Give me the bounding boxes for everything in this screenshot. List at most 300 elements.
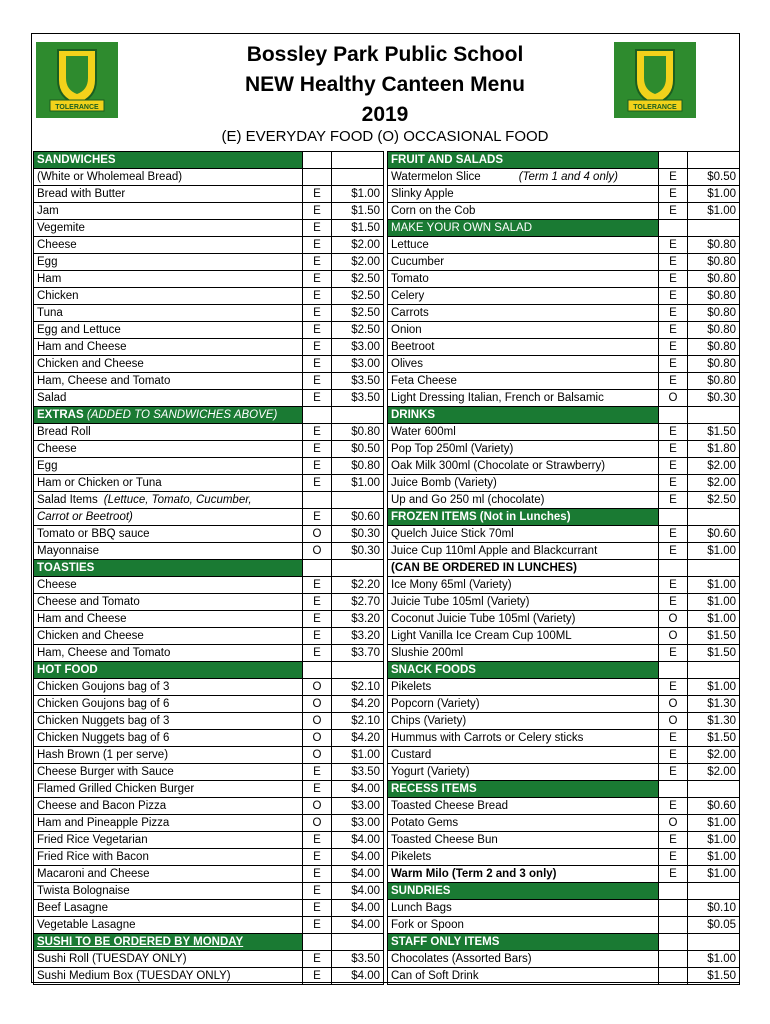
item-name — [388, 611, 659, 628]
item-name-text: Egg — [37, 460, 58, 472]
item-price: $0.80 — [332, 458, 384, 475]
menu-item-row — [34, 577, 384, 594]
item-price: $3.70 — [332, 645, 384, 662]
menu-item-row — [34, 645, 384, 662]
item-name — [34, 305, 303, 322]
blank-cell — [688, 220, 740, 237]
blank-cell — [332, 662, 384, 679]
item-name — [34, 730, 303, 747]
food-code — [659, 560, 688, 577]
food-code: E — [303, 220, 332, 237]
item-name-text: Quelch Juice Stick 70ml — [391, 528, 514, 540]
item-name — [34, 458, 303, 475]
item-name-text: Fried Rice with Bacon — [37, 851, 149, 863]
food-code: E — [659, 356, 688, 373]
food-code: E — [659, 288, 688, 305]
menu-item-row — [388, 917, 740, 934]
item-name-text: Onion — [391, 324, 422, 336]
blank-cell — [303, 152, 332, 169]
item-price: $4.00 — [332, 849, 384, 866]
right-menu-table — [387, 151, 740, 985]
item-name — [34, 917, 303, 934]
blank-cell — [659, 407, 688, 424]
item-price: $0.80 — [688, 373, 740, 390]
item-name-text: Twista Bolognaise — [37, 885, 130, 897]
item-name — [34, 203, 303, 220]
food-code: E — [303, 441, 332, 458]
section-header — [388, 509, 740, 526]
item-name-text: Salad — [37, 392, 67, 404]
item-price: $1.00 — [688, 951, 740, 968]
item-price: $1.00 — [688, 849, 740, 866]
menu-item-row — [34, 390, 384, 407]
menu-item-row — [388, 543, 740, 560]
item-name-text: Chicken Goujons bag of 6 — [37, 698, 170, 710]
blank-cell — [303, 560, 332, 577]
menu-item-row — [388, 475, 740, 492]
item-name-text: Chocolates (Assorted Bars) — [391, 953, 532, 965]
item-name — [388, 917, 659, 934]
menu-item-row — [34, 254, 384, 271]
item-price: $2.00 — [688, 747, 740, 764]
section-header — [388, 407, 740, 424]
item-price: $4.00 — [332, 781, 384, 798]
item-name — [388, 560, 659, 577]
food-code — [659, 900, 688, 917]
section-title — [34, 662, 303, 679]
menu-item-row — [34, 322, 384, 339]
section-title-text: RECESS ITEMS — [391, 783, 477, 795]
menu-item-row — [34, 424, 384, 441]
food-code: O — [303, 713, 332, 730]
item-name — [388, 594, 659, 611]
food-code: E — [659, 849, 688, 866]
item-name-text: Mayonnaise — [37, 545, 100, 557]
item-price — [688, 560, 740, 577]
section-title-text: SUNDRIES — [391, 885, 451, 897]
section-header — [34, 152, 384, 169]
menu-item-row — [34, 543, 384, 560]
item-name — [34, 441, 303, 458]
blank-cell — [688, 509, 740, 526]
menu-item-row — [388, 390, 740, 407]
item-name-text: Pop Top 250ml (Variety) — [391, 443, 514, 455]
blank-cell — [688, 934, 740, 951]
menu-item-row — [388, 645, 740, 662]
item-name-text: Pikelets — [391, 681, 432, 693]
item-name — [34, 713, 303, 730]
item-name — [34, 509, 303, 526]
food-code: E — [659, 441, 688, 458]
item-name — [34, 271, 303, 288]
menu-title: NEW Healthy Canteen Menu — [244, 73, 526, 96]
item-price: $4.00 — [332, 968, 384, 985]
item-name — [34, 628, 303, 645]
blank-cell — [659, 883, 688, 900]
section-title-text: SUSHI TO BE ORDERED BY MONDAY — [37, 936, 244, 948]
blank-cell — [688, 152, 740, 169]
food-code: E — [303, 594, 332, 611]
item-price: $3.20 — [332, 611, 384, 628]
blank-cell — [659, 220, 688, 237]
menu-item-row — [34, 373, 384, 390]
item-name — [34, 186, 303, 203]
menu-item-row — [34, 203, 384, 220]
item-price: $3.50 — [332, 390, 384, 407]
item-price: $0.30 — [332, 543, 384, 560]
food-code: E — [659, 798, 688, 815]
item-price: $2.10 — [332, 679, 384, 696]
food-code: E — [303, 866, 332, 883]
item-name — [388, 951, 659, 968]
section-title — [388, 509, 659, 526]
menu-item-row — [34, 883, 384, 900]
menu-item-row — [388, 696, 740, 713]
food-code: E — [659, 866, 688, 883]
item-price: $0.60 — [688, 526, 740, 543]
food-code: O — [303, 815, 332, 832]
section-title — [388, 662, 659, 679]
menu-item-row — [388, 611, 740, 628]
food-code: O — [303, 730, 332, 747]
food-code: E — [303, 509, 332, 526]
item-price: $0.80 — [688, 339, 740, 356]
food-code: E — [303, 458, 332, 475]
item-name-text: Vegemite — [37, 222, 85, 234]
section-header — [388, 220, 740, 237]
menu-item-row — [388, 169, 740, 186]
food-code: E — [303, 390, 332, 407]
item-name — [34, 645, 303, 662]
item-price: $2.00 — [332, 254, 384, 271]
food-code: O — [659, 815, 688, 832]
food-code — [659, 917, 688, 934]
food-code: E — [659, 475, 688, 492]
food-code: E — [659, 237, 688, 254]
item-name — [34, 747, 303, 764]
menu-item-row — [34, 866, 384, 883]
item-name-text: Water 600ml — [391, 426, 456, 438]
food-code: E — [303, 237, 332, 254]
food-code: O — [659, 713, 688, 730]
food-code: E — [303, 645, 332, 662]
menu-item-row — [388, 849, 740, 866]
item-name — [388, 339, 659, 356]
item-price: $1.50 — [688, 424, 740, 441]
item-name-text: Beetroot — [391, 341, 435, 353]
item-price: $1.00 — [688, 866, 740, 883]
food-code: E — [659, 254, 688, 271]
blank-cell — [303, 407, 332, 424]
item-name-text: Carrots — [391, 307, 429, 319]
food-code: E — [303, 628, 332, 645]
item-name-text: Chicken and Cheese — [37, 358, 144, 370]
menu-item-row — [388, 815, 740, 832]
item-name-text: Feta Cheese — [391, 375, 457, 387]
item-name-text: Custard — [391, 749, 432, 761]
item-price: $1.80 — [688, 441, 740, 458]
food-code: E — [303, 356, 332, 373]
item-price: $3.20 — [332, 628, 384, 645]
food-code: E — [659, 492, 688, 509]
item-name-text: Olives — [391, 358, 423, 370]
item-name — [388, 254, 659, 271]
menu-item-row — [388, 424, 740, 441]
item-name-text: (White or Wholemeal Bread) — [37, 171, 183, 183]
section-title-text: FRUIT AND SALADS — [391, 154, 504, 166]
menu-item-row — [34, 475, 384, 492]
item-price: $4.00 — [332, 866, 384, 883]
item-name-text: Egg — [37, 256, 58, 268]
food-code: O — [659, 390, 688, 407]
item-name-text: Warm Milo (Term 2 and 3 only) — [391, 868, 557, 880]
menu-item-row — [388, 577, 740, 594]
item-name — [388, 815, 659, 832]
item-name — [34, 339, 303, 356]
item-price: $0.10 — [688, 900, 740, 917]
menu-item-row — [388, 968, 740, 985]
food-code: E — [303, 186, 332, 203]
item-name-text: Chicken Nuggets bag of 6 — [37, 732, 170, 744]
item-name-text: Cheese — [37, 239, 77, 251]
food-code — [303, 492, 332, 509]
menu-item-row — [388, 237, 740, 254]
item-name-text: Fork or Spoon — [391, 919, 464, 931]
item-price — [332, 169, 384, 186]
item-name-text: Tuna — [37, 307, 63, 319]
title-block — [180, 40, 590, 130]
section-title — [388, 220, 659, 237]
item-price: $1.50 — [332, 220, 384, 237]
item-name — [34, 798, 303, 815]
section-title — [388, 781, 659, 798]
menu-item-row — [388, 186, 740, 203]
item-name-text: Juice Cup 110ml Apple and Blackcurrant — [391, 545, 598, 557]
item-name-text: Chicken Goujons bag of 3 — [37, 681, 170, 693]
food-code: E — [303, 254, 332, 271]
item-price: $4.00 — [332, 900, 384, 917]
item-price: $1.00 — [688, 679, 740, 696]
item-price — [332, 492, 384, 509]
item-price: $2.20 — [332, 577, 384, 594]
menu-item-row — [34, 679, 384, 696]
food-code: E — [659, 645, 688, 662]
section-header — [34, 560, 384, 577]
item-name-text: Macaroni and Cheese — [37, 868, 150, 880]
item-name-text: Ham and Pineapple Pizza — [37, 817, 170, 829]
menu-item-row — [388, 560, 740, 577]
menu-item-row — [34, 237, 384, 254]
svg-text:TOLERANCE: TOLERANCE — [55, 104, 99, 111]
food-code: E — [303, 288, 332, 305]
item-price: $1.00 — [688, 594, 740, 611]
food-code: O — [659, 611, 688, 628]
item-price: $1.30 — [688, 696, 740, 713]
item-name — [388, 373, 659, 390]
item-price: $1.30 — [688, 713, 740, 730]
food-code: E — [659, 679, 688, 696]
item-name — [34, 577, 303, 594]
item-name-text: Ham, Cheese and Tomato — [37, 647, 171, 659]
section-title — [388, 934, 659, 951]
section-title — [34, 152, 303, 169]
menu-item-row — [34, 764, 384, 781]
item-name-text: Toasted Cheese Bun — [391, 834, 498, 846]
svg-text:TOLERANCE: TOLERANCE — [633, 104, 677, 111]
menu-item-row — [388, 730, 740, 747]
school-name: Bossley Park Public School — [246, 43, 524, 66]
blank-cell — [332, 934, 384, 951]
item-name — [34, 594, 303, 611]
item-price: $3.00 — [332, 356, 384, 373]
food-code: E — [303, 577, 332, 594]
menu-item-row — [34, 305, 384, 322]
item-price: $2.00 — [688, 458, 740, 475]
item-name-text: Ham and Cheese — [37, 613, 127, 625]
item-name — [388, 356, 659, 373]
item-name-text: Sushi Roll (TUESDAY ONLY) — [37, 953, 187, 965]
food-legend: (E) EVERYDAY FOOD (O) OCCASIONAL FOOD — [221, 128, 549, 145]
menu-item-row — [388, 271, 740, 288]
item-name-text: Sushi Medium Box (TUESDAY ONLY) — [37, 970, 231, 982]
item-name — [388, 577, 659, 594]
item-name-text: Ham, Cheese and Tomato — [37, 375, 171, 387]
blank-cell — [659, 509, 688, 526]
food-code — [659, 951, 688, 968]
item-price: $2.50 — [332, 322, 384, 339]
item-price: $0.30 — [332, 526, 384, 543]
item-name — [388, 832, 659, 849]
menu-item-row — [388, 373, 740, 390]
left-menu-table — [33, 151, 384, 985]
item-price: $1.50 — [688, 968, 740, 985]
item-price: $0.50 — [688, 169, 740, 186]
section-note: (ADDED TO SANDWICHES ABOVE) — [86, 409, 278, 421]
food-code: O — [303, 543, 332, 560]
menu-item-row — [34, 356, 384, 373]
blank-cell — [332, 560, 384, 577]
section-header — [34, 407, 384, 424]
menu-item-row — [388, 492, 740, 509]
item-name-text: Potato Gems — [391, 817, 459, 829]
item-name — [34, 900, 303, 917]
item-price: $0.60 — [332, 509, 384, 526]
food-code: E — [303, 373, 332, 390]
food-code: E — [659, 747, 688, 764]
item-price: $1.50 — [688, 730, 740, 747]
blank-cell — [659, 781, 688, 798]
food-code: E — [303, 305, 332, 322]
food-code: O — [659, 696, 688, 713]
item-name — [388, 271, 659, 288]
item-name — [388, 849, 659, 866]
item-name-text: Cheese and Tomato — [37, 596, 140, 608]
food-code — [303, 169, 332, 186]
food-code — [659, 968, 688, 985]
item-name-text: Watermelon Slice — [391, 171, 481, 183]
section-title-text: TOASTIES — [37, 562, 95, 574]
item-price: $2.50 — [688, 492, 740, 509]
item-price: $1.00 — [688, 577, 740, 594]
item-name — [388, 322, 659, 339]
item-name — [34, 611, 303, 628]
item-price: $0.80 — [688, 288, 740, 305]
item-price: $4.00 — [332, 917, 384, 934]
food-code: E — [303, 271, 332, 288]
item-name-text: Vegetable Lasagne — [37, 919, 136, 931]
item-name-text: Chicken — [37, 290, 79, 302]
menu-item-row — [34, 186, 384, 203]
blank-cell — [688, 883, 740, 900]
food-code: E — [659, 322, 688, 339]
section-title-text: FROZEN ITEMS (Not in Lunches) — [391, 511, 571, 523]
item-name — [388, 441, 659, 458]
food-code: E — [659, 730, 688, 747]
item-name — [388, 968, 659, 985]
menu-item-row — [34, 594, 384, 611]
blank-cell — [688, 407, 740, 424]
section-title-text: SANDWICHES — [37, 154, 116, 166]
food-code: E — [659, 458, 688, 475]
menu-item-row — [388, 951, 740, 968]
section-title — [388, 883, 659, 900]
food-code: E — [303, 781, 332, 798]
menu-item-row — [388, 594, 740, 611]
item-name — [34, 764, 303, 781]
food-code: E — [303, 951, 332, 968]
food-code: E — [303, 339, 332, 356]
item-name-text: Ham — [37, 273, 62, 285]
item-name-text: Chicken and Cheese — [37, 630, 144, 642]
item-price: $2.10 — [332, 713, 384, 730]
food-code: O — [303, 798, 332, 815]
item-price: $3.00 — [332, 815, 384, 832]
item-name — [388, 424, 659, 441]
blank-cell — [303, 934, 332, 951]
section-header — [34, 934, 384, 951]
section-title — [34, 407, 303, 424]
food-code: E — [659, 271, 688, 288]
item-name — [34, 390, 303, 407]
menu-item-row — [34, 713, 384, 730]
menu-item-row — [34, 730, 384, 747]
section-header — [388, 781, 740, 798]
menu-item-row — [34, 441, 384, 458]
blank-cell — [332, 152, 384, 169]
menu-item-row — [388, 747, 740, 764]
item-name — [34, 475, 303, 492]
item-name-text: Pikelets — [391, 851, 432, 863]
food-code: E — [303, 968, 332, 985]
menu-year: 2019 — [361, 103, 409, 126]
item-price: $0.60 — [688, 798, 740, 815]
menu-item-row — [388, 288, 740, 305]
menu-item-row — [388, 900, 740, 917]
menu-item-row — [34, 339, 384, 356]
section-header — [388, 152, 740, 169]
food-code: E — [303, 322, 332, 339]
food-code: E — [303, 764, 332, 781]
item-price: $1.00 — [688, 186, 740, 203]
item-name — [34, 815, 303, 832]
item-price: $2.70 — [332, 594, 384, 611]
menu-item-row — [388, 203, 740, 220]
item-name — [388, 696, 659, 713]
menu-item-row — [34, 781, 384, 798]
item-name — [388, 492, 659, 509]
section-title-text: MAKE YOUR OWN SALAD — [391, 222, 533, 234]
item-price: $2.50 — [332, 288, 384, 305]
